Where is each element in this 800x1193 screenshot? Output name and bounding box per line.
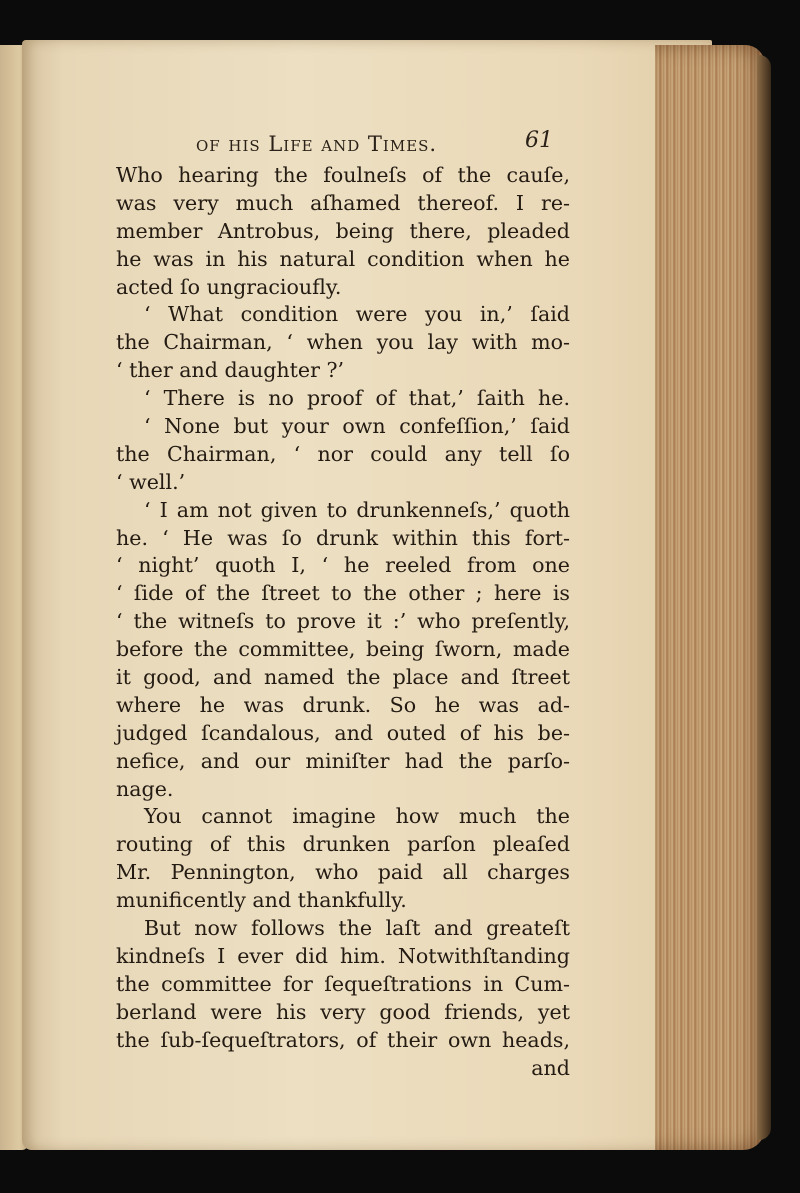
body-text — [116, 162, 570, 1082]
text-line: berland were his very good friends, yet — [116, 999, 570, 1024]
text-line: the Chairman, ‘ nor could any tell ſo — [116, 441, 570, 466]
text-line: ‘ well.’ — [116, 469, 186, 494]
text-line: munificently and thankfully. — [116, 888, 407, 913]
text-line: member Antrobus, being there, pleaded — [116, 218, 570, 243]
text-line: ‘ ſide of the ſtreet to the other ; here is — [116, 581, 570, 606]
text-line: it good, and named the place and ſtreet — [116, 665, 570, 690]
text-line: where he was drunk. So he was ad- — [116, 692, 570, 717]
running-title: of his Life and Times. — [196, 132, 438, 156]
text-line: ‘ night’ quoth I, ‘ he reeled from one — [116, 553, 570, 578]
text-line: kindneſs I ever did him. Notwithſtanding — [116, 943, 570, 968]
text-line: You cannot imagine how much the — [144, 804, 570, 829]
text-line: Mr. Pennington, who paid all charges — [116, 860, 570, 885]
text-line: ‘ There is no proof of that,’ ſaith he. — [144, 386, 570, 411]
text-line: he. ‘ He was ſo drunk within this fort- — [116, 525, 570, 550]
text-line: the committee for ſequeſtrations in Cum- — [116, 971, 570, 996]
text-line: the ſub-ſequeſtrators, of their own heads, — [116, 1027, 570, 1052]
text-line: he was in his natural condition when he — [116, 246, 570, 271]
text-line: nage. — [116, 776, 174, 801]
text-line: Who hearing the foulneſs of the cauſe, — [116, 163, 570, 187]
text-line: acted ſo ungracioufly. — [116, 274, 342, 299]
text-line: ‘ None but your own confeſſion,’ ſaid — [144, 414, 570, 439]
page-number: 61 — [525, 128, 553, 153]
catchword: and — [531, 1055, 570, 1080]
text-line: was very much aſhamed thereof. I re- — [116, 190, 570, 215]
text-line: the Chairman, ‘ when you lay with mo- — [116, 330, 570, 355]
text-line: ‘ ther and daughter ?’ — [116, 358, 345, 383]
text-line: before the committee, being ſworn, made — [116, 637, 570, 662]
text-line: nefice, and our miniſter had the parſo- — [116, 748, 570, 773]
text-line: routing of this drunken parſon pleaſed — [116, 832, 570, 857]
running-header — [196, 132, 576, 156]
text-line: ‘ I am not given to drunkenneſs,’ quoth — [144, 497, 570, 522]
text-line: ‘ the witneſs to prove it :’ who preſently, — [116, 609, 570, 634]
text-line: ‘ What condition were you in,’ ſaid — [144, 302, 570, 327]
text-line: judged ſcandalous, and outed of his be- — [116, 720, 570, 745]
text-line: But now follows the laſt and greateſt — [144, 916, 570, 941]
page-block-edge — [655, 45, 765, 1150]
